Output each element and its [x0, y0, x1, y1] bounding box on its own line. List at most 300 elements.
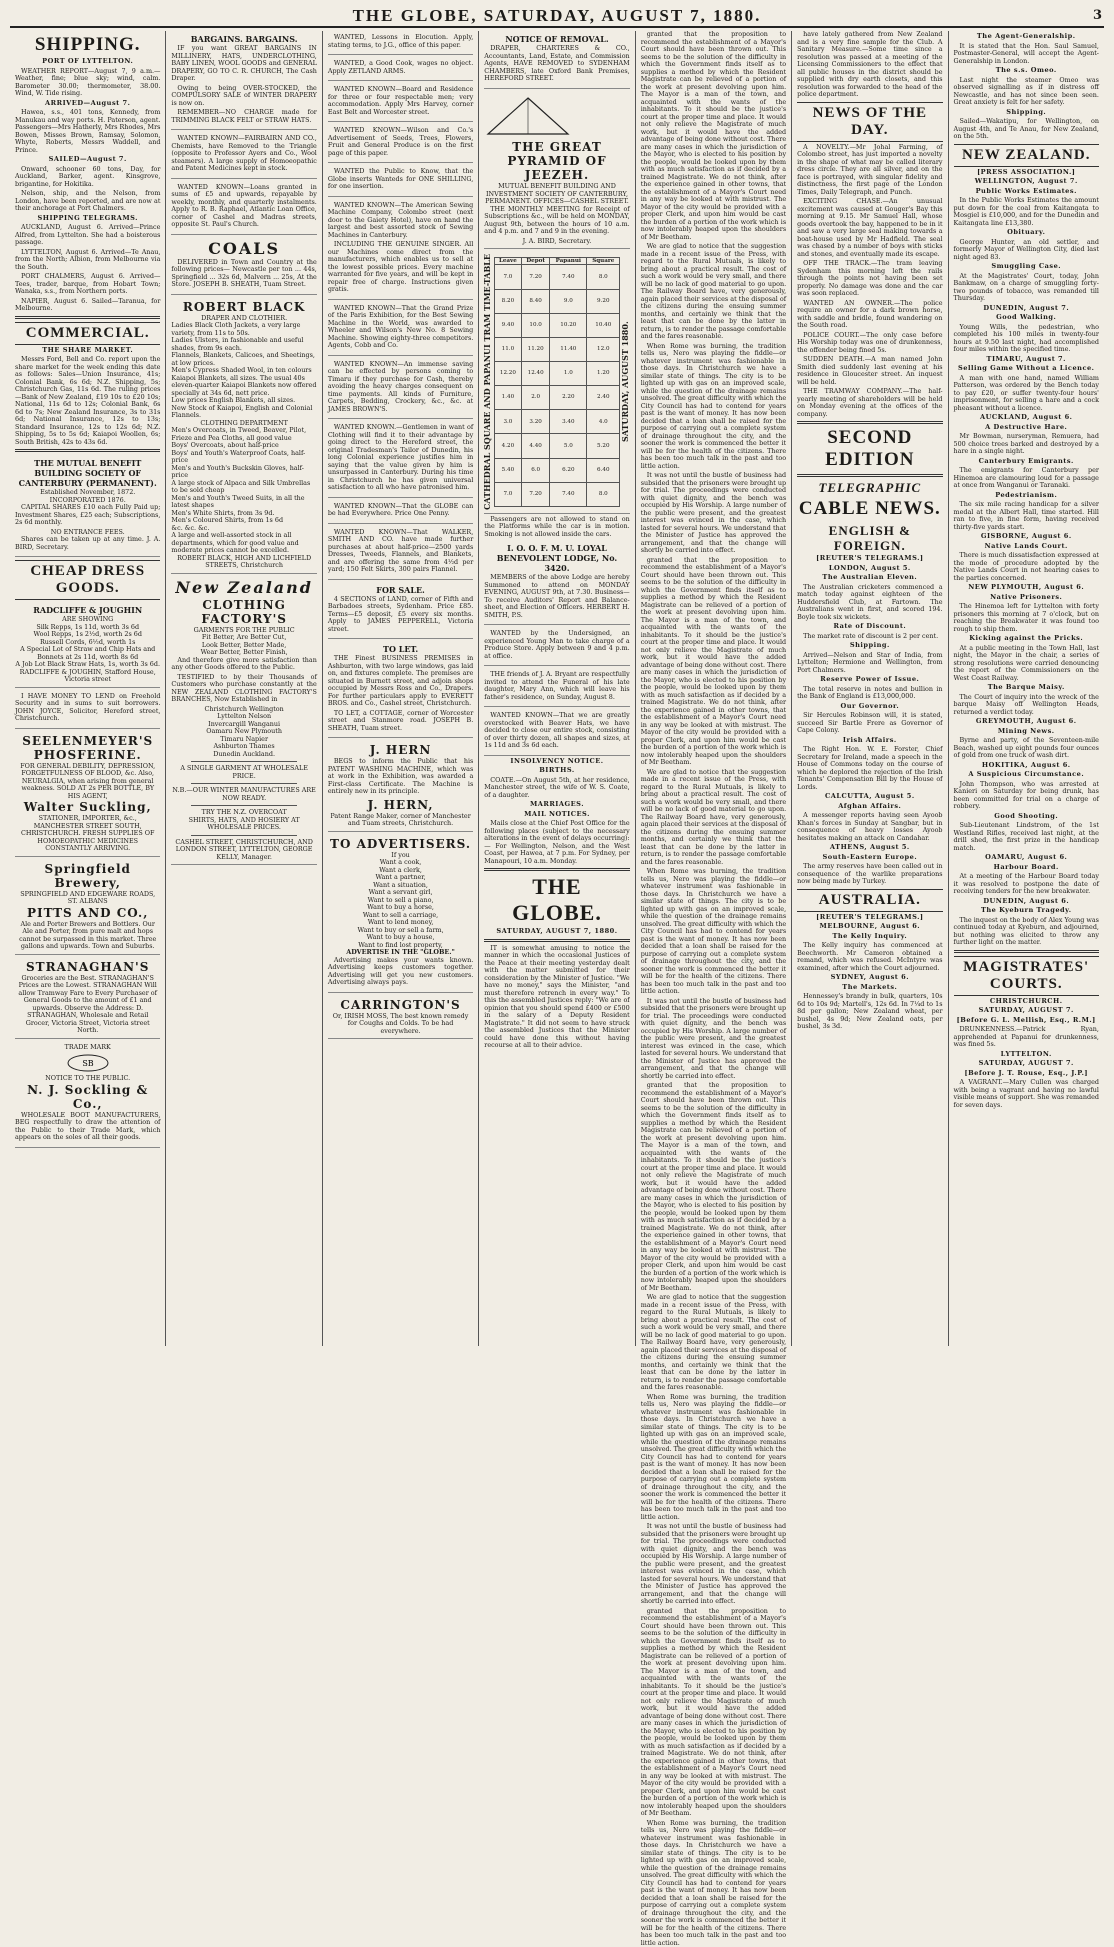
timetable-cell: 7.40 [550, 265, 587, 289]
editorial-paragraph: We are glad to notice that the suggestion made in a recent issue of the Press, with regard to the Rural Mutuals, is likely to bring about a practical result. The cost of such a work would be very small, and there will be no lack of good material to go upon. The Railway Board have, very generously, again placed their services at the disposal of the citizens during the ensuing summer months, and certainly we think that the least that can be done by the latter in return, is to render the passage comfortable and the fares reasonable. [641, 1294, 786, 1392]
wanted-undersigned-ad [484, 627, 629, 666]
kicking-text: At a public meeting in the Town Hall, last night, the Mayor in the chair, a series of strong resolutions were carried denouncing the report of the Commissioners on the West Coast Railway. [954, 645, 1099, 683]
good-walking-heading: Good Walking. [954, 314, 1099, 322]
second-edition-heading: SECOND EDITION [797, 427, 942, 471]
hats-ad [484, 709, 629, 756]
divider [954, 950, 1099, 953]
hern-text-2: Patent Range Maker, corner of Manchester and Tuam streets, Christchurch. [328, 813, 473, 828]
obituary-text: George Hunter, an old settler, and formerly Mayor of Wellington City, died last night aged 83. [954, 239, 1099, 262]
black-item: Kaiapoi Blankets, all sizes. The usual 40s eleven-quarter Kaiapoi Blankets now offered specially at 34s 6d, nett price. [171, 375, 316, 398]
clothing-item: Boys' and Youth's Waterproof Coats, half-price [171, 450, 316, 465]
news-item: POLICE COURT.—The only case before His Worship today was one of drunkenness, the offender being fined 5s. [797, 332, 942, 355]
lyttelton-before: [Before J. T. Rouse, Esq., J.P.] [954, 1070, 1099, 1078]
good-shooting-text: Sub-Lieutenant Lindstrom, of the 1st Westland Rifles, received last night, at the drill shed, the first prize in the handicap match. [954, 822, 1099, 852]
carrington-text: Or, IRISH MOSS, The best known remedy for Coughs and Colds. To be had everywhere. [328, 1013, 473, 1036]
timetable-cell: 11.0 [494, 337, 521, 361]
commercial-text: Messrs Ford, Bell and Co. report upon the share market for the week ending this date as follows: Sales—Union Insurance, 41s; Colonial Bank, 6s 6d; N.Z. Shipping, 5s; Christchurch Gas, 11s 6d. The ruling prices—Bank of New Zealand, £19 10s to £20 10s; National, 11s 6d to 12s; Colonial Bank, 6s 6d to 7s; New Zealand Insurance, 3s to 31s 6d; National Insurance, 12s to 13s; Standard Insurance, 12s to 12s 6d; N.Z. Shipping, 5s to 5s 6d; Kaiapoi Woollen, 6s; South British, 42s to 43s 6d. [15, 356, 160, 446]
telegram-4: NAPIER, August 6. Sailed—Taranua, for Melbourne. [15, 298, 160, 313]
established-line: Established November, 1872. [15, 489, 160, 497]
timetable-cell: 8.20 [494, 289, 521, 313]
robert-black-footer: ROBERT BLACK, HIGH AND LICHFIELD STREETS, Christchurch [171, 555, 316, 570]
timetable-cell: 9.0 [550, 289, 587, 313]
poem-line: Want to find lost property, [328, 942, 473, 950]
mails-text: Mails close at the Chief Post Office for the following places (subject to the necessary alterations in the event of delays occurring):— For Wellington, Nelson, and the West Coast, per Hawea, at 7 p.m. For Sydney, per Manapouri, 10 a.m. Monday. [484, 820, 629, 865]
press-assoc: [PRESS ASSOCIATION.] [954, 169, 1099, 177]
kelly-heading: The Kelly Inquiry. [797, 933, 942, 941]
bird-signature: J. A. BIRD, Secretary. [484, 238, 629, 246]
pyramid-ad [484, 91, 629, 250]
black-item: Men's Cypress Shaded Wool, in ten colours [171, 367, 316, 375]
timetable-cell: 12.40 [522, 361, 550, 385]
timetable-row [494, 410, 619, 434]
timetable-side-right: SATURDAY, AUGUST 1880. [622, 254, 630, 510]
editorial-paragraph: granted that the proposition to recommend the establishment of a Mayor's Court should have been thrown out. This seems to be the solution of the difficulty in which the Government finds itself as to supplies a method by which the Resident Magistrate can be relieved of a portion of the work at present devolving upon him. The Mayor is a man of the town, and acquainted with the wants of the inhabitants. To it should be the justice's court at the proper time and place. It would not only relieve the Magistrate of much work, but it would have the added advantage of being done without cost. There are many cases in which the jurisdiction of the Mayor, who is elected to his position by the people, would be looked upon by them with as much satisfaction as if decided by a trained Magistrate. We do not think, after the experience gained in other towns, that the establishment of a Mayor's Court need in any way be looked at with mistrust. The Mayor of the city would be provided with a proper Clerk, and upon him would be cast the burden of a portion of the work which is now intolerably heaped upon the shoulders of Mr Beetham. [641, 1082, 786, 1292]
masthead-title: THE GLOBE, SATURDAY, AUGUST 7, 1880. [10, 6, 1104, 26]
globe-everywhere-ad [328, 500, 473, 524]
selling-text: A man with one hand, named William Patterson, was ordered by the Bench today to pay £20, or suffer twenty-four hours' imprisonment, for selling a hare and a cock pheasant without a licence. [954, 375, 1099, 413]
branch-row: Lyttelton Nelson [171, 713, 316, 721]
globe-everywhere-text: WANTED KNOWN—That the GLOBE can be had Everywhere. Price One Penny. [328, 503, 473, 518]
melbourne-dateline: MELBOURNE, August 6. [797, 923, 942, 931]
radcliffe-item: A Special Lot of Straw and Chip Hats and [15, 646, 160, 654]
court-date: SATURDAY, AUGUST 7. [954, 1007, 1099, 1015]
london-dateline: LONDON, August 5. [797, 565, 942, 573]
lyttelton-heading: LYTTELTON. [954, 1051, 1099, 1059]
timetable-row [494, 313, 619, 337]
kyeburn-text: The inquest on the body of Alex Young was continued today at Kyeburn, and adjourned, but nothing was elicited to throw any further light on the matter. [954, 917, 1099, 947]
editorial-paragraph: We are glad to notice that the suggestion made in a recent issue of the Press, with regard to the Rural Mutuals, is likely to bring about a practical result. The cost of such a work would be very small, and there will be no lack of good material to go upon. The Railway Board have, very generously, again placed their services at the disposal of the citizens during the ensuing summer months, and certainly we think that the least that can be done by the latter in return, is to render the passage comfortable and the fares reasonable. [641, 243, 786, 341]
sydney-dateline: SYDNEY, August 6. [797, 974, 942, 982]
timetable-row [494, 434, 619, 458]
column-2 [166, 31, 322, 1346]
lyttelton-date: SATURDAY, AUGUST 7. [954, 1060, 1099, 1068]
editorial-paragraph: It was not until the bustle of business had subsided that the prisoners were brought up for trial. The proceedings were conducted with quiet dignity, and the bench was occupied by His Worship. A large number of the public were present, and the greatest interest was evinced in the case, which lasted for several hours. We understand that the Minister of Justice has approved the arrangement, and that the change will shortly be carried into effect. [641, 998, 786, 1081]
poem-line: Want a servant girl, [328, 889, 473, 897]
radcliffe-heading: RADCLIFFE & JOUGHIN [15, 605, 160, 615]
branch-row: Invercargill Wanganui [171, 721, 316, 729]
column-7 [949, 31, 1104, 1346]
omeo-heading: The s.s. Omeo. [954, 67, 1099, 75]
kyeburn-heading: The Kyeburn Tragedy. [954, 907, 1099, 915]
works-heading: Public Works Estimates. [954, 188, 1099, 196]
timetable-cell: 2.40 [587, 386, 620, 410]
timetable-cell: 6.20 [550, 458, 587, 482]
births-heading: BIRTHS. [484, 767, 629, 775]
poem-line: Want to buy or sell a farm, [328, 927, 473, 935]
bargains-ad [171, 31, 316, 130]
column-4 [479, 31, 635, 1346]
timetable-row [494, 386, 619, 410]
gentlemen-text: WANTED KNOWN.—Gentlemen in want of Clothing will find it to their advantage by going direct to the Hereford street, the original Tradesman's Tailor of Dunedin, his long Colonial experience justifies him in saying that the value given by him is unsurpassed in Canterbury. During his time in Christchurch he has given universal satisfaction to all who have patronised him. [328, 424, 473, 492]
clothing-item: A large and well-assorted stock in all departments, which for good value and moderate prices cannot be excelled. [171, 532, 316, 555]
timetable-cell: 7.20 [522, 482, 550, 506]
loans-ad [171, 181, 316, 235]
destructive-heading: A Destructive Hare. [954, 424, 1099, 432]
to-let-heading: TO LET. [328, 644, 473, 654]
timetable-header: Leave [494, 258, 521, 265]
south-eastern-text: The army reserves have been called out in consequence of the warlike preparations now being made by Turkey. [797, 863, 942, 886]
oamaru-dateline: OAMARU, August 6. [954, 854, 1099, 862]
telegram-1: AUCKLAND, August 6. Arrived—Prince Alfred, from Lyttelton. She had a boisterous passage. [15, 224, 160, 247]
cable-news-heading: CABLE NEWS. [797, 498, 942, 520]
clothing-item: Men's and Youth's Tweed Suits, in all the latest shapes [171, 495, 316, 510]
hern-heading-2: J. HERN, [328, 798, 473, 812]
auckland-dateline: AUCKLAND, August 6. [954, 414, 1099, 422]
walker-smith-ad [328, 526, 473, 580]
wanted-ad [328, 124, 473, 163]
timetable-cell: 4.0 [587, 410, 620, 434]
markets-text: Hennessey's brandy in bulk, quarters, 10s 6d to 10s 9d; Martell's, 12s 6d. In 7¼d to 1s 8d per gallon; New Zealand wheat, per bushel, 4s 9d; New Zealand oats, per bushel, 3s 3d. [797, 993, 942, 1031]
hern-text: BEGS to inform the Public that his PATENT WASHING MACHINE, which was at work in the Exhibition, was awarded a First-class Certificate. The Machine is entirely new in its principle. [328, 758, 473, 796]
phosferine-text: FOR GENERAL DEBILITY, DEPRESSION, FORGETFULNESS OF BLOOD, &c. Also, NEURALGIA, when arising from general weakness. SOLD AT 2s PER BOTTLE, BY HIS AGENT, [15, 763, 160, 801]
divider [484, 939, 629, 942]
editorial-paragraph: granted that the proposition to recommend the establishment of a Mayor's Court should have been thrown out. This seems to be the solution of the difficulty in which the Government finds itself as to supplies a method by which the Resident Magistrate can be relieved of a portion of the work at present devolving upon him. The Mayor is a man of the town, and acquainted with the wants of the inhabitants. To it should be the justice's court at the proper time and place. It would not only relieve the Magistrate of much work, but it would have the added advantage of being done without cost. There are many cases in which the jurisdiction of the Mayor, who is elected to his position by the people, would be looked upon by them with as much satisfaction as if decided by a trained Magistrate. We do not think, after the experience gained in other towns, that the establishment of a Mayor's Court need in any way be looked at with mistrust. The Mayor of the city would be provided with a proper Clerk, and upon him would be cast the burden of a portion of the work which is now intolerably heaped upon the shoulders of Mr Beetham. [641, 31, 786, 241]
nz-clothing-row: Wear Better, Better Finish, [171, 649, 316, 657]
loyal-ad [484, 540, 629, 625]
rate-discount-heading: Rate of Discount. [797, 623, 942, 631]
poem-line: Want a cook, [328, 859, 473, 867]
suspicious-text: John Thompson, who was arrested at Kanieri on Saturday for being drunk, has been committed for trial on a charge of robbery. [954, 781, 1099, 811]
to-let-text: THE Finest BUSINESS PREMISES in Ashburton, with two large windows, gas laid on, and fixtures complete. The premises are situated in Burnett street, and adjoin shops occupied by Messrs Ross and Co., Drapers. For further particulars apply to EVERETT BROS. and Co., Cashel street, Christchurch. [328, 655, 473, 708]
timetable-cell: 3.20 [522, 410, 550, 434]
arrived-heading: ARRIVED—August 7. [15, 100, 160, 108]
lyttelton-text: A VAGRANT.—Mary Cullen was charged with being a vagrant and having no lawful visible means of support. She was remanded for seven days. [954, 1079, 1099, 1109]
springfield-ad [15, 859, 160, 955]
news-heading: NEWS OF THE DAY. [797, 102, 942, 142]
poem-line: Want to buy a horse, [328, 904, 473, 912]
mining-heading: Mining News. [954, 728, 1099, 736]
remember-text: REMEMBER—NO CHARGE made for TRIMMING BLACK FELT or STRAW HATS. [171, 109, 316, 124]
bargains-text: IF you want GREAT BARGAINS IN MILLINERY, HATS, UNDERCLOTHING, BABY LINEN, WOOL GOODS and GENERAL DRAPERY, GO TO C. R. CHURCH, The Cash Draper. [171, 45, 316, 83]
radcliffe-footer: RADCLIFFE & JOUGHIN, Stafford House, Victoria street [15, 669, 160, 684]
poem-line: Want a partner, [328, 874, 473, 882]
branch-row: Dunedin Auckland. [171, 751, 316, 759]
gisborne-dateline: GISBORNE, August 6. [954, 533, 1099, 541]
obituary-heading: Obituary. [954, 229, 1099, 237]
news-item: WANTED AN OWNER.—The police require an owner for a dark brown horse, with saddle and bridle, found wandering on the South road. [797, 300, 942, 330]
telegraphic-heading: TELEGRAPHIC [797, 480, 942, 495]
black-item: Flannels, Blankets, Calicoes, and Sheetings, at low prices. [171, 352, 316, 367]
afghan-text: A messenger reports having seen Ayoob Khan's forces in Sunday at Sangbar, but in consequence of heavy losses Ayoob hesitates making an attack on Candahar. [797, 812, 942, 842]
timetable-cell: 3.40 [550, 410, 587, 434]
wanted-ad [328, 199, 473, 300]
winter-manufactures: N.B.—OUR WINTER MANUFACTURES ARE NOW READY. [171, 787, 316, 802]
editorial-paragraph: When Rome was burning, the tradition tells us, Nero was playing the fiddle—or whatever instrument was fashionable in those days. In Christchurch we have a similar state of things. The city is to be lighted up with gas on an improved scale, while the question of the drainage remains unsolved. The great difficulty with which the City Council has had to contend for years past is the want of money. It has now been decided that a loan shall be raised for the purpose of carrying out a complete system of drainage throughout the city, and the sooner the work is commenced the better it will be for the health of the citizens. There has been too much talk in the past and too little action. [641, 1820, 786, 1947]
radcliffe-sub: ARE SHOWING [15, 616, 160, 624]
divider [191, 805, 296, 806]
timetable-side-left: CATHEDRAL SQUARE AND PAPANUI TRAM TIME-TABLE [484, 254, 492, 510]
phosferine-heading: SEELENMEYER'S PHOSFERINE. [15, 734, 160, 762]
governor-text: Sir Hercules Robinson will, it is stated, succeed Sir Bartle Frere as Governor of Cape Colony. [797, 712, 942, 735]
divider [191, 761, 296, 762]
share-market-heading: THE SHARE MARKET. [15, 347, 160, 355]
hokitika-dateline: HOKITIKA, August 6. [954, 762, 1099, 770]
poem-line: Want to buy a house, [328, 934, 473, 942]
stranaghan-ad [15, 957, 160, 1039]
clothing-heading: CLOTHING DEPARTMENT [171, 420, 316, 428]
port-heading: PORT OF LYTTELTON. [15, 58, 160, 66]
clothing-item: &c. &c. &c. [171, 525, 316, 533]
globe-title: THE GLOBE. [484, 874, 629, 926]
native-prisoners-text: The Hinemoa left for Lyttelton with forty prisoners this morning at 7 o'clock, but on reaching the Breakwater it was found too rough to ship them. [954, 603, 1099, 633]
agent-general-text: It is stated that the Hon. Saul Samuel, Postmaster-General, will accept the Agent-Generalship in London. [954, 43, 1099, 66]
for-sale-heading: FOR SALE. [328, 585, 473, 595]
good-shooting-heading: Good Shooting. [954, 813, 1099, 821]
loyal-text: MEMBERS of the above Lodge are hereby Summoned to attend on MONDAY EVENING, AUGUST 9th, at 7.30. Business—To receive Auditors' Report and Balance-sheet, and Election of Officers. HERBERT H. SMITH, P.S. [484, 574, 629, 619]
nz-heading: NEW ZEALAND. [954, 144, 1099, 167]
kelly-text: The Kelly inquiry has commenced at Beechworth. Mr Cameron obtained a remand, which was refused. McIntyre was examined, after which the Court adjourned. [797, 942, 942, 972]
nz-clothing-ad [171, 576, 316, 866]
incorporated-line: INCORPORATED 1876. [15, 497, 160, 505]
wanted-ad [328, 83, 473, 122]
to-let-small: TO LET, a COTTAGE, corner of Worcester street and Stanmore road. JOSEPH B. SHEATH, Tuam street. [328, 710, 473, 733]
cheap-dress-heading: CHEAP DRESS GOODS. [15, 560, 160, 600]
good-walking-text: Young Wills, the pedestrian, who completed his 100 miles in twenty-four hours at 9.50 last night, had accomplished four miles within the specified time. [954, 324, 1099, 354]
wanted-ad [328, 57, 473, 81]
news-item: A NOVELTY.—Mr Johal Farming, of Colombo street, has just imported a novelty in the shape of what may be called literary dress circle. They are all silver, and on the face is portrayed, with singular fidelity and distinctness, the first page of the London Times, Daily Telegraph, and Punch. [797, 144, 942, 197]
irish-text: The Right Hon. W. E. Forster, Chief Secretary for Ireland, made a speech in the House of Commons today on the course of which he deplored the rejection of the Irish Tenants' Compensation Bill by the House of Lords. [797, 746, 942, 791]
emigrants-text: The emigrants for Canterbury per Hinemoa are clamouring loud for a passage at once from Wanganui or Taranaki. [954, 467, 1099, 490]
timetable-row [494, 458, 619, 482]
carrington-heading: CARRINGTON'S [328, 998, 473, 1012]
poem-line: Want a situation, [328, 882, 473, 890]
hern-ad [328, 740, 473, 832]
money-lend-ad [15, 690, 160, 729]
radcliffe-ad [15, 602, 160, 688]
timetable-cell: 7.0 [494, 265, 521, 289]
page-number: 3 [1093, 8, 1102, 23]
divider [797, 474, 942, 477]
loans-text: WANTED KNOWN—Loans granted in sums of £5 and upwards, repayable by weekly, monthly, and quarterly instalments. Apply to R. B. Raphael, Atlantic Loan Office, corner of Cashel and Madras streets, opposite St. Paul's Church. [171, 184, 316, 229]
suspicious-heading: A Suspicious Circumstance. [954, 771, 1099, 779]
branches-list [171, 706, 316, 759]
poem-line: If you [328, 852, 473, 860]
removal-heading: NOTICE OF REMOVAL. [484, 34, 629, 44]
poem-line: Want to sell a carriage, [328, 912, 473, 920]
hern-heading: J. HERN [328, 743, 473, 757]
sewing-ad [328, 302, 473, 356]
sewing-text: WANTED KNOWN—That the Grand Prize of the Paris Exhibition, for the Best Sewing Machine in the World, was awarded to Wheeler and Wilson's New No. 8 Sewing Machine. Showing eighty-three competitors. Agents, Cobb and Co. [328, 305, 473, 350]
radcliffe-item: Silk Repps, 1s 11d, worth 3s 6d [15, 624, 160, 632]
radcliffe-item: Russell Cords, 6½d, worth 1s [15, 639, 160, 647]
trade-mark-letters: SB [82, 1059, 93, 1068]
trade-mark-logo-icon [66, 1053, 110, 1073]
timetable-cell: 8.0 [587, 482, 620, 506]
notice-public: NOTICE TO THE PUBLIC. [15, 1075, 160, 1083]
gentlemen-ad [328, 421, 473, 498]
shipping-notice: Nelson, ship, and the Nelson, from London, have been reported, and are now at their anchorage at Port Chalmers. [15, 190, 160, 213]
timetable-cell: 10.20 [550, 313, 587, 337]
timetable-cell: 2.0 [522, 386, 550, 410]
wanted-text: WANTED KNOWN—Board and Residence for three or four respectable men; very accommodation. Apply Mrs Harvey, corner East Belt and Worcester street. [328, 86, 473, 116]
wanted-text: WANTED KNOWN—Wilson and Co.'s Advertisement of Seeds, Trees, Flowers, Fruit and General Produce is on the first page of this paper. [328, 127, 473, 157]
nz-clothing-heading: New Zealand [171, 579, 316, 597]
branch-row: Oamaru New Plymouth [171, 728, 316, 736]
black-item: Ladies Ulsters, in fashionable and useful shades, from 9s each. [171, 337, 316, 352]
for-sale-text: 4 SECTIONS of LAND, corner of Fifth and Barbadoes streets, Sydenham. Price £85. Terms—£5 deposit, £5 every six months. Apply to JAMES PEPPERELL, Victoria street. [328, 596, 473, 634]
timetable-cell: 12.0 [587, 337, 620, 361]
editorial-paragraph: When Rome was burning, the tradition tells us, Nero was playing the fiddle—or whatever instrument was fashionable in those days. In Christchurch we have a similar state of things. The city is to be lighted up with gas on an improved scale, while the question of the drainage remains unsolved. The great difficulty with which the City Council has had to contend for years past is the want of money. It has now been decided that a loan shall be raised for the purpose of carrying out a complete system of drainage throughout the city, and the sooner the work is commenced the better it will be for the health of the citizens. There has been too much talk in the past and too little action. [641, 1394, 786, 1522]
news-item: OFF THE TRACK.—The tram leaving Sydenham this morning left the rails through the points not having been set properly. No damage was done and the car was soon replaced. [797, 260, 942, 298]
christchurch-heading: CHRISTCHURCH. [954, 998, 1099, 1006]
shipping-heading: SHIPPING. [15, 34, 160, 56]
funeral-ad [484, 668, 629, 707]
irish-heading: Irish Affairs. [797, 737, 942, 745]
clothing-item: Men's White Shirts, from 3s 9d. [171, 510, 316, 518]
timetable-cell: 5.20 [587, 434, 620, 458]
works-text: In the Public Works Estimates the amount put down for the coal from Kaitangata to Mosgiel is £10,000, and for the Dunedin and Kaitangata line £13,380. [954, 197, 1099, 227]
court-before: [Before G. L. Mellish, Esq., R.M.] [954, 1017, 1099, 1025]
mails-heading: MAIL NOTICES. [484, 811, 629, 819]
coals-text: DELIVERED in Town and Country at the following prices— Newcastle per ton ... 44s, Springfield ... 32s 6d, Malvern ... 25s, At the Store. JOSEPH B. SHEATH, Tuam Street. [171, 259, 316, 289]
dunedin-dateline: DUNEDIN, August 7. [954, 305, 1099, 313]
timetable-cell: 7.20 [522, 265, 550, 289]
testified-text: TESTIFIED to by their Thousands of Customers who purchase constantly at the NEW ZEALAND CLOTHING FACTORY'S BRANCHES, Now Established in [171, 674, 316, 704]
telegram-3: PORT CHALMERS, August 6. Arrived—Tees, trader, barque, from Hobart Town; Wanaka, s.s., from Northern ports. [15, 273, 160, 296]
advertise-in-globe: ADVERTISE IN THE "GLOBE." [328, 949, 473, 957]
poem-line: Want to lend money, [328, 919, 473, 927]
masthead [10, 6, 1104, 28]
robert-black-sub: DRAPER AND CLOTHIER. [171, 315, 316, 323]
pedestrianism-text: The six mile racing handicap for a silver medal at the Albert Hall, time started. Hill ran to five, in fine form, having received thirty-five yards start. [954, 501, 1099, 531]
native-lands-heading: Native Lands Court. [954, 543, 1099, 551]
timetable-cell: 11.20 [522, 337, 550, 361]
column-3 [323, 31, 479, 1346]
black-item: Ladies Black Cloth Jackets, a very large variety, from 11s to 50s. [171, 322, 316, 337]
nz-clothing-row: Fit Better, Are Better Cut, [171, 634, 316, 642]
english-foreign-heading: ENGLISH & FOREIGN. [797, 523, 942, 553]
poem-line: Want to sell a piano, [328, 897, 473, 905]
timetable-cell: 4.40 [522, 434, 550, 458]
arrived-text: Hawea, s.s., 401 tons, Kennedy, from Manukau and way ports. H. Paterson, agent. Passengers—Mrs Hatherly, Mrs Rhodes, Mrs Bowen, Misses Brown, Ramsay, Solomon, Whyte, Roberts, Messrs Waddell, and Prince. [15, 109, 160, 154]
omeo-text: Last night the steamer Omeo was observed signalling as if in distress off Newcastle, and has not since been seen. Great anxiety is felt for her safety. [954, 77, 1099, 107]
column-5 [636, 31, 792, 1346]
divider [191, 783, 296, 784]
bargains-heading: BARGAINS. BARGAINS. [171, 34, 316, 44]
black-item: Low prices English Blankets, all sizes. [171, 397, 316, 405]
for-sale-ad [328, 582, 473, 640]
money-lend-text: I HAVE MONEY TO LEND on Freehold Security and in sums to suit borrowers. JOHN JOYCE, Solicitor, Hereford street, Christchurch. [15, 693, 160, 723]
branch-row: Ashburton Thames [171, 743, 316, 751]
divider [797, 421, 942, 424]
editorial-paragraph: We are glad to notice that the suggestion made in a recent issue of the Press, with regard to the Rural Mutuals, is likely to bring about a practical result. The cost of such a work would be very small, and there will be no lack of good material to go upon. The Railway Board have, very generously, again placed their services at the disposal of the citizens during the ensuing summer months, and certainly we think that the least that can be done by the latter in return, is to render the passage comfortable and the fares reasonable. [641, 769, 786, 867]
sockling-text: WHOLESALE BOOT MANUFACTURERS, BEG respectfully to draw the attention of the Public to their Trade Mark, which appears on the soles of all their goods. [15, 1112, 160, 1142]
trade-mark-ad [15, 1041, 160, 1148]
furniture-text: WANTED KNOWN—An immense saving can be effected by persons coming to Timaru if they purchase for Cash, thereby avoiding the heavy charges consequent on time payments. All kinds of Furniture, Carpets, Bedding, Crockery, &c., &c. at JAMES BROWN'S. [328, 361, 473, 414]
timetable-cell: 7.0 [494, 482, 521, 506]
timetable-cell: 1.20 [587, 361, 620, 385]
pedestrianism-heading: Pedestrianism. [954, 492, 1099, 500]
timetable-body [494, 265, 619, 507]
robert-black-ad [171, 297, 316, 574]
suckling-text: STATIONER, IMPORTER, &c., MANCHESTER STREET SOUTH, CHRISTCHURCH. FRESH SUPPLIES OF HOMOEOPATHIC MEDICINES CONSTANTLY ARRIVING. [15, 815, 160, 853]
australian-eleven-heading: The Australian Eleven. [797, 574, 942, 582]
cashel-address: CASHEL STREET, CHRISTCHURCH, AND LONDON STREET, LYTTELTON, GEORGE KELLY, Manager. [171, 839, 316, 862]
mutual-benefit-heading: THE MUTUAL BENEFIT BUILDING SOCIETY OF CANTERBURY (PERMANENT). [15, 458, 160, 488]
shirts-line: SHIRTS, HATS, AND HOSIERY AT WHOLESALE PRICES. [171, 817, 316, 832]
timetable-table [494, 257, 620, 507]
timetable-cell: 6.0 [522, 458, 550, 482]
carrington-ad [328, 995, 473, 1040]
timetable-cell: 1.0 [550, 361, 587, 385]
timetable-cell: 3.0 [494, 410, 521, 434]
harbour-heading: Harbour Board. [954, 864, 1099, 872]
nz-clothing-heading-2: CLOTHING FACTORY'S [171, 598, 316, 626]
passengers-note: Passengers are not allowed to stand on the Platforms while the car is in motion. Smoking is not allowed inside the cars. [484, 516, 629, 539]
timetable-header: Depot [522, 258, 550, 265]
native-lands-text: There is much dissatisfaction expressed at the mode of procedure adopted by the Native Lands Court in not hearing cases to the parties concerned. [954, 552, 1099, 582]
clothing-item: Boys' Overcoats, about half-price [171, 442, 316, 450]
wanted-undersigned-text: WANTED by the Undersigned, an experienced Young Man to take charge of a Produce Store. Apply between 9 and 4 p.m. at office. [484, 630, 629, 660]
machines-text: INCLUDING THE GENUINE SINGER. All our Machines come direct from the manufacturers, which enables us to sell at the lowest possible prices. Every machine warranted for five years, and will be kept in repair free of charge. Instructions given gratis. [328, 241, 473, 294]
divider [15, 316, 160, 319]
hats-text: WANTED KNOWN—That we are greatly overstocked with Beaver Hats, we have decided to close our entire stock, consisting of over thirty dozen, all shapes and sizes, at 1s 11d and 3s 6d each. [484, 712, 629, 750]
pyramid-heading: THE GREAT PYRAMID OF JEEZEH. [484, 140, 629, 182]
emigrants-heading: Canterbury Emigrants. [954, 458, 1099, 466]
divider [15, 449, 160, 452]
court-text: DRUNKENNESS.—Patrick Ryan, apprehended at Papanui for drunkenness, was fined 5s. [954, 1026, 1099, 1049]
timetable-row [494, 482, 619, 506]
australia-sub: [REUTER'S TELEGRAMS.] [797, 914, 942, 922]
shipping-subheading: Shipping. [797, 642, 942, 650]
native-prisoners-heading: Native Prisoners. [954, 594, 1099, 602]
editorial-paragraph: granted that the proposition to recommend the establishment of a Mayor's Court should have been thrown out. This seems to be the solution of the difficulty in which the Government finds itself as to supplies a method by which the Resident Magistrate can be relieved of a portion of the work at present devolving upon him. The Mayor is a man of the town, and acquainted with the wants of the inhabitants. To it should be the justice's court at the proper time and place. It would not only relieve the Magistrate of much work, but it would have the added advantage of being done without cost. There are many cases in which the jurisdiction of the Mayor, who is elected to his position by the people, would be looked upon by them with as much satisfaction as if decided by a trained Magistrate. We do not think, after the experience gained in other towns, that the establishment of a Mayor's Court need in any way be looked at with mistrust. The Mayor of the city would be provided with a proper Clerk, and upon him would be cast the burden of a portion of the work which is now intolerably heaped upon the shoulders of Mr Beetham. [641, 557, 786, 767]
south-eastern-heading: South-Eastern Europe. [797, 854, 942, 862]
phosferine-ad [15, 731, 160, 857]
radcliffe-item: Bonnets at 2s 11d, worth 8s 6d [15, 654, 160, 662]
capital-text: CAPITAL SHARES £10 each Fully Paid up; Investment Shares, £25 each; Subscriptions, 2s 6d monthly. [15, 504, 160, 527]
marriages-heading: MARRIAGES. [484, 801, 629, 809]
magistrates-heading: MAGISTRATES' COURTS. [954, 956, 1099, 996]
springfield-text: SPRINGFIELD AND EDGEWARE ROADS, ST. ALBANS [15, 891, 160, 906]
clothing-item: Men's Coloured Shirts, from 1s 6d [171, 517, 316, 525]
kicking-heading: Kicking against the Pricks. [954, 635, 1099, 643]
wanted-text: WANTED the Public to Know, that the Globe inserts Wanteds for ONE SHILLING, for one insertion. [328, 168, 473, 191]
timetable-cell: 7.40 [550, 482, 587, 506]
news-item: SUDDEN DEATH.—A man named John Smith died suddenly last evening at his residence in Gloucester street. An inquest will be held. [797, 356, 942, 386]
commercial-heading: COMMERCIAL. [15, 322, 160, 345]
black-item: New Stock of Kaiapoi, English and Colonial Flannels. [171, 405, 316, 420]
nz-clothing-more: And therefore give more satisfaction than any other Goods offered to the Public. [171, 657, 316, 672]
wanted-text: WANTED, a Good Cook, wages no object. Apply ZETLAND ARMS. [328, 60, 473, 75]
timetable-cell: 1.40 [494, 386, 521, 410]
athens-dateline: ATHENS, August 5. [797, 844, 942, 852]
stranaghan-heading: STRANAGHAN'S [15, 960, 160, 974]
overcoat-line: TRY THE N.Z. OVERCOAT [171, 809, 316, 817]
stranaghan-text: Groceries are the Best. STRANAGHAN'S Prices are the Lowest. STRANAGHAN Will allow Tramway Fare to Every Purchaser of General Goods to the amount of £1 and upwards. Observe the Address: D. STRANAGHAN, Wholesale and Retail Grocer, Victoria Street, Victoria street North. [15, 975, 160, 1035]
news-intro: have lately gathered from New Zealand and is a very fine sample for the Club. A Sanitary Measure.—Some time since a resolution was passed at a meeting of the Licensing Commissioners to the effect that all public houses in the district should be supplied with dry earth closets, and this resolution was forwarded to the head of the police department. [797, 31, 942, 99]
calcutta-dateline: CALCUTTA, August 5. [797, 793, 942, 801]
timetable-cell: 5.0 [550, 434, 587, 458]
timetable-row [494, 265, 619, 289]
dunedin2-dateline: DUNEDIN, August 6. [954, 898, 1099, 906]
poem-line: Want a clerk, [328, 867, 473, 875]
nz-clothing-row: Look Better, Better Made, [171, 642, 316, 650]
shipping-cable-text: Arrived—Nelson and Star of India, from Lyttelton; Hermione and Wellington, from Port Chalmers. [797, 652, 942, 675]
wanted-ad [328, 165, 473, 197]
clothing-item: Men's and Youth's Buckskin Gloves, half-price [171, 465, 316, 480]
wanted-text: WANTED, Lessons in Elocution. Apply, stating terms, to J.G., office of this paper. [328, 34, 473, 49]
radcliffe-item: Wool Repps, 1s 2½d, worth 2s 6d [15, 631, 160, 639]
trade-mark-label: TRADE MARK [15, 1044, 160, 1052]
barque-heading: The Barque Maisy. [954, 684, 1099, 692]
destructive-text: Mr Bowman, nurseryman, Remuera, had 500 choice trees barked and destroyed by a hare in a single night. [954, 433, 1099, 456]
governor-heading: Our Governor. [797, 703, 942, 711]
timetable-cell: 9.20 [587, 289, 620, 313]
advertisers-ad [328, 834, 473, 993]
mining-text: Byrne and party, of the Seventeen-mile Beach, washed up eight pounds four ounces of gold from one truck of wash dirt. [954, 737, 1099, 760]
monthly-meeting: THE MONTHLY MEETING for Receipt of Subscriptions &c., will be held on MONDAY, August 9th, between the hours of 10 a.m. and 4 p.m. and 7 and 9 in the evening. [484, 206, 629, 236]
